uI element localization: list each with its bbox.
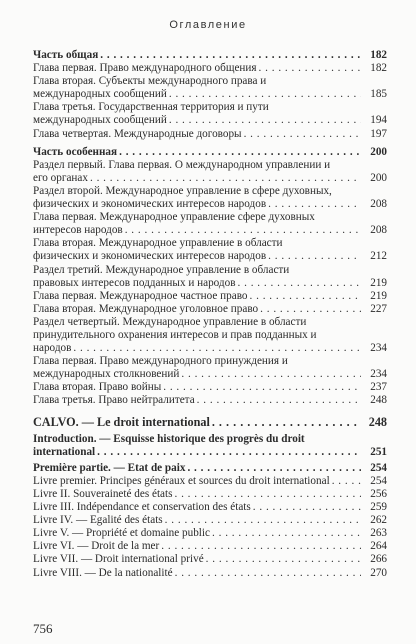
toc-entry-label: Livre V. — Propriété et domaine public . . . bbox=[33, 527, 210, 539]
toc-entry-part[interactable] bbox=[33, 49, 387, 62]
toc-entry-page: 219 bbox=[361, 290, 387, 303]
toc-entry-page: 256 bbox=[361, 488, 387, 501]
toc-entry[interactable] bbox=[33, 394, 387, 407]
toc-entry-page: 182 bbox=[361, 49, 387, 62]
toc-entry-page: 208 bbox=[361, 198, 387, 211]
toc-entry[interactable] bbox=[33, 488, 387, 501]
toc-entry-label: Глава третья. Государственная территория и пути международных сообщений . . . bbox=[33, 101, 269, 126]
toc-entry[interactable] bbox=[33, 567, 387, 580]
toc-entry-label: Introduction. — Esquisse historique des progrès du droit international . . . bbox=[33, 433, 305, 458]
toc-entry-section-calvo[interactable] bbox=[33, 416, 387, 429]
toc-entry-page: 251 bbox=[361, 446, 387, 459]
toc-entry-label: Глава третья. Право нейтралитета . . . bbox=[33, 394, 195, 406]
toc-entry[interactable] bbox=[33, 355, 387, 381]
toc-entry-part[interactable] bbox=[33, 146, 387, 159]
toc-entry[interactable] bbox=[33, 501, 387, 514]
toc-entry-page: 208 bbox=[361, 224, 387, 237]
toc-entry-page: 182 bbox=[361, 62, 387, 75]
toc-entry-label: Раздел второй. Международное управление в сфере духовных, физических и экономических интересов народов . . . bbox=[33, 185, 332, 210]
toc-entry[interactable] bbox=[33, 237, 387, 263]
toc-entry-label: Раздел первый. Глава первая. О международном управлении и его органах . . . bbox=[33, 159, 330, 184]
page-header: Оглавление bbox=[169, 19, 247, 31]
toc-entry-label: Livre premier. Principes généraux et sources du droit international . . . bbox=[33, 475, 330, 487]
toc-entry[interactable] bbox=[33, 553, 387, 566]
toc-entry-page: 227 bbox=[361, 303, 387, 316]
toc-entry-page: 254 bbox=[361, 462, 387, 475]
toc-entry-label: Глава вторая. Международное управление в области физических и экономических интересов народов . . . bbox=[33, 237, 283, 262]
toc-entry[interactable] bbox=[33, 316, 387, 355]
toc-entry-page: 263 bbox=[361, 527, 387, 540]
toc-entry-label: Глава вторая. Субъекты международного права и международных сообщений . . . bbox=[33, 75, 266, 100]
toc-entry-page: 185 bbox=[361, 88, 387, 101]
toc-entry-label: Раздел четвертый. Международное управление в области принудительного охранения интересов и прав подданных и народов . . . bbox=[33, 316, 316, 354]
toc-entry[interactable] bbox=[33, 514, 387, 527]
toc-entry-label: Livre VIII. — De la nationalité . . . bbox=[33, 567, 173, 579]
toc-entry[interactable] bbox=[33, 381, 387, 394]
toc-entry-label: Глава первая. Международное управление сфере духовных интересов народов . . . bbox=[33, 211, 315, 236]
toc-entry-introduction[interactable] bbox=[33, 433, 387, 459]
toc-entry-page: 219 bbox=[361, 277, 387, 290]
toc-entry-part[interactable] bbox=[33, 462, 387, 475]
toc-entry-label: Livre VI. — Droit de la mer . . . bbox=[33, 540, 159, 552]
toc-entry-page: 194 bbox=[361, 114, 387, 127]
toc-entry[interactable] bbox=[33, 62, 387, 75]
toc-entry[interactable] bbox=[33, 185, 387, 211]
toc-entry[interactable] bbox=[33, 128, 387, 141]
toc-entry-page: 248 bbox=[361, 416, 387, 429]
toc-entry-page: 234 bbox=[361, 368, 387, 381]
toc-entry[interactable] bbox=[33, 303, 387, 316]
toc-entry-label: Première partie. — Etat de paix . . . bbox=[33, 462, 185, 474]
toc-entry-page: 248 bbox=[361, 394, 387, 407]
toc-entry[interactable] bbox=[33, 527, 387, 540]
toc-entry-page: 254 bbox=[361, 475, 387, 488]
toc-entry[interactable] bbox=[33, 211, 387, 237]
toc-entry-page: 234 bbox=[361, 342, 387, 355]
page-number: 756 bbox=[33, 621, 53, 636]
toc-entry-page: 264 bbox=[361, 540, 387, 553]
toc-entry-page: 262 bbox=[361, 514, 387, 527]
table-of-contents bbox=[33, 44, 387, 580]
toc-entry-label: Глава четвертая. Международные договоры . . . bbox=[33, 128, 242, 140]
toc-entry-label: Глава первая. Международное частное право . . . bbox=[33, 290, 248, 302]
toc-entry-label: Livre IV. — Egalité des états . . . bbox=[33, 514, 163, 526]
toc-entry-label: Часть особенная . . . bbox=[33, 146, 117, 158]
toc-entry-page: 259 bbox=[361, 501, 387, 514]
toc-entry-label: Livre VII. — Droit international privé . . . bbox=[33, 553, 204, 565]
toc-entry[interactable] bbox=[33, 540, 387, 553]
toc-entry-page: 200 bbox=[361, 146, 387, 159]
toc-entry-label: Livre III. Indépendance et conservation des états . . . bbox=[33, 501, 251, 513]
toc-entry-label: Часть общая . . . bbox=[33, 49, 98, 61]
toc-entry-label: Глава вторая. Международное уголовное право . . . bbox=[33, 303, 258, 315]
toc-entry[interactable] bbox=[33, 101, 387, 127]
toc-entry[interactable] bbox=[33, 159, 387, 185]
toc-entry-label: Глава первая. Право международного принуждения и международных столкновений . . . bbox=[33, 355, 288, 380]
toc-entry-page: 270 bbox=[361, 567, 387, 580]
toc-entry[interactable] bbox=[33, 475, 387, 488]
toc-entry-label: Глава вторая. Право войны . . . bbox=[33, 381, 161, 393]
toc-entry-page: 237 bbox=[361, 381, 387, 394]
toc-entry-page: 197 bbox=[361, 128, 387, 141]
toc-entry-label: Глава первая. Право международного общения . . . bbox=[33, 62, 257, 74]
toc-entry[interactable] bbox=[33, 290, 387, 303]
toc-entry-label: CALVO. — Le droit international . . . bbox=[33, 416, 210, 429]
toc-entry-page: 212 bbox=[361, 250, 387, 263]
toc-entry[interactable] bbox=[33, 75, 387, 101]
toc-entry[interactable] bbox=[33, 264, 387, 290]
toc-entry-page: 200 bbox=[361, 172, 387, 185]
toc-entry-label: Раздел третий. Международное управление в области правовых интересов подданных и народов . . . bbox=[33, 264, 289, 289]
toc-entry-page: 266 bbox=[361, 553, 387, 566]
toc-entry-label: Livre II. Souveraineté des états . . . bbox=[33, 488, 172, 500]
